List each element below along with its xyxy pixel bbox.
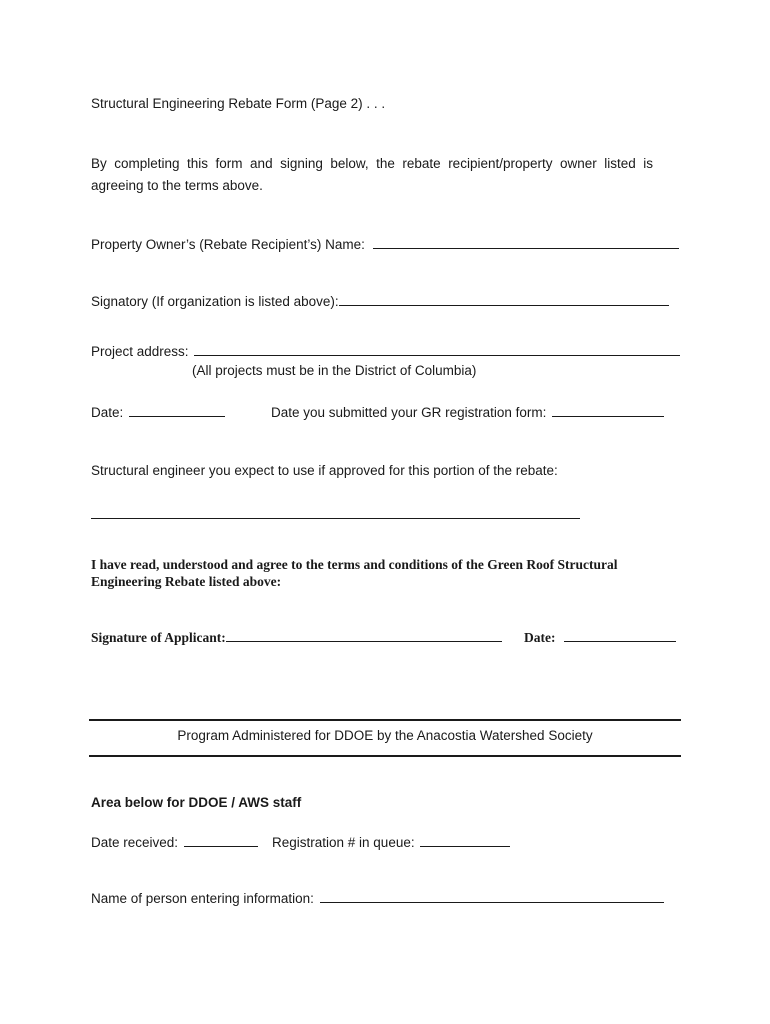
signature-label: Signature of Applicant: (91, 630, 226, 645)
owner-name-label: Property Owner’s (Rebate Recipient’s) Name: (91, 237, 365, 252)
signature-date-row (524, 628, 676, 646)
engineer-field[interactable] (91, 505, 580, 519)
registration-row (272, 833, 510, 850)
registration-label: Registration # in queue: (272, 835, 415, 850)
intro-text-line1: By completing this form and signing below, the rebate recipient/property owner listed is (91, 156, 654, 171)
entered-by-row (91, 889, 664, 906)
date-label: Date: (91, 405, 124, 420)
entered-by-label: Name of person entering information: (91, 891, 314, 906)
entered-by-field[interactable] (320, 889, 664, 903)
banner-top-rule (89, 719, 681, 721)
banner-text: Program Administered for DDOE by the Anacostia Watershed Society (177, 728, 593, 743)
owner-name-row (91, 235, 679, 252)
signature-row (91, 628, 502, 646)
project-address-row (91, 342, 680, 359)
owner-name-field[interactable] (373, 235, 679, 249)
signature-field[interactable] (226, 628, 502, 642)
date-received-label: Date received: (91, 835, 179, 850)
date-received-field[interactable] (184, 833, 258, 847)
agreement-text-line2: Engineering Rebate listed above: (91, 574, 282, 589)
registration-field[interactable] (420, 833, 510, 847)
engineer-label: Structural engineer you expect to use if approved for this portion of the rebate: (91, 463, 558, 478)
project-address-label: Project address: (91, 344, 189, 359)
signatory-field[interactable] (339, 292, 669, 306)
project-address-field[interactable] (194, 342, 680, 356)
date-row (91, 403, 225, 420)
gr-date-field[interactable] (552, 403, 664, 417)
signature-date-label: Date: (524, 630, 556, 645)
agreement-text-line1: I have read, understood and agree to the terms and conditions of the Green Roof Structural (91, 557, 618, 572)
page-title: Structural Engineering Rebate Form (Page 2) . . . (91, 96, 386, 111)
date-received-row (91, 833, 258, 850)
banner-bottom-rule (89, 755, 681, 757)
project-address-note: (All projects must be in the District of Columbia) (192, 363, 477, 378)
gr-date-row (271, 403, 664, 420)
signatory-row (91, 292, 669, 309)
signature-date-field[interactable] (564, 628, 676, 642)
intro-text-line2: agreeing to the terms above. (91, 178, 263, 193)
staff-heading: Area below for DDOE / AWS staff (91, 795, 302, 810)
date-field[interactable] (129, 403, 225, 417)
signatory-label: Signatory (If organization is listed above): (91, 294, 339, 309)
gr-date-label: Date you submitted your GR registration form: (271, 405, 547, 420)
